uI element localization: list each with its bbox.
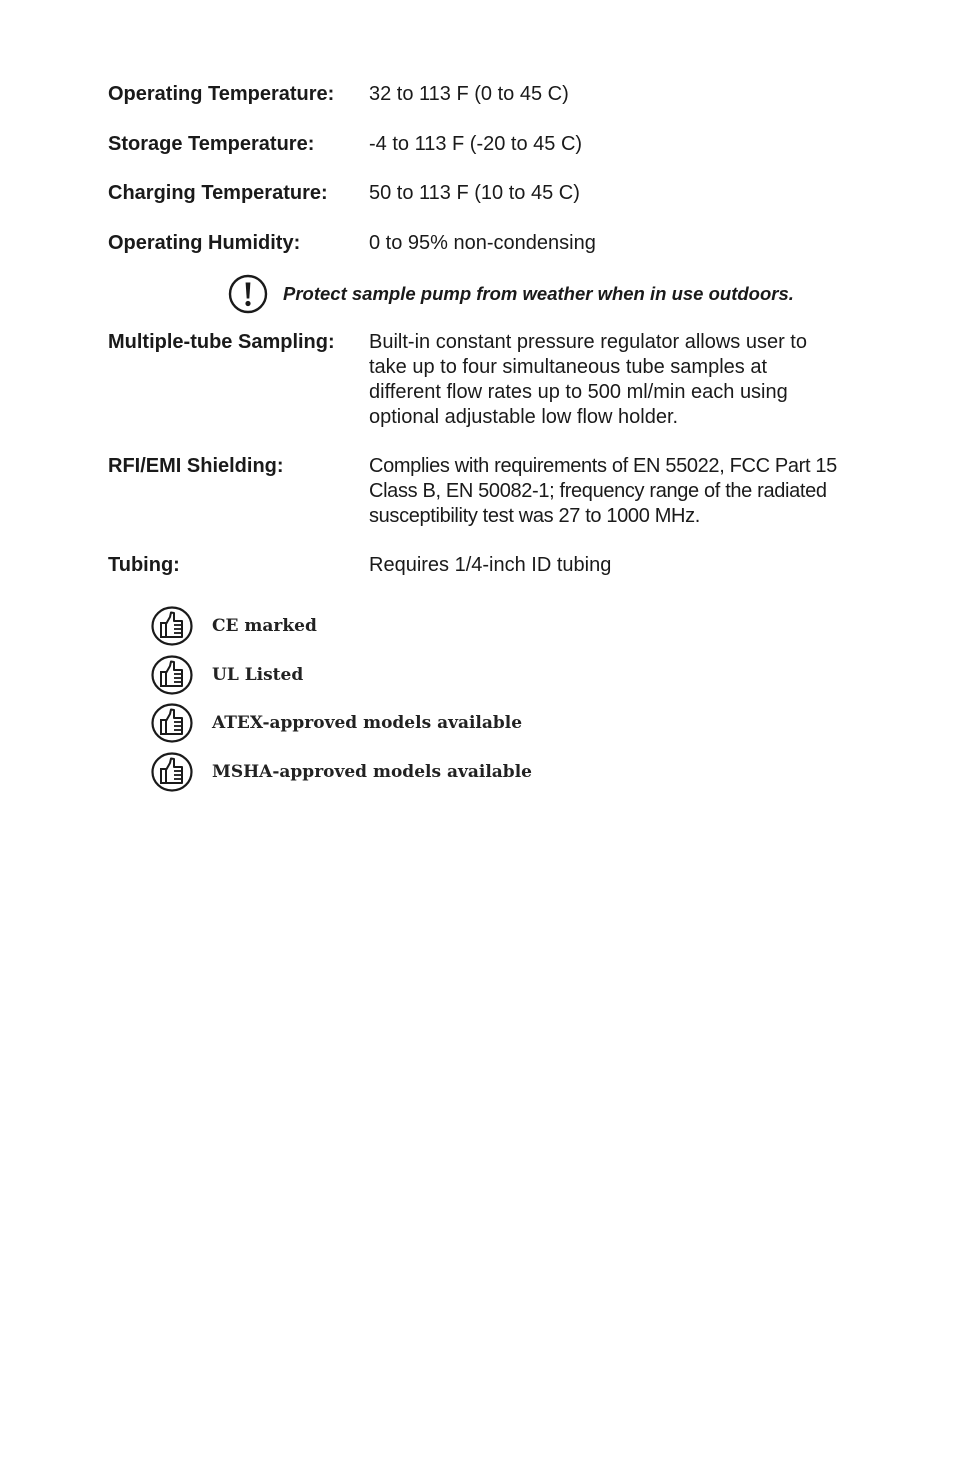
spec-value: 32 to 113 F (0 to 45 C) bbox=[369, 83, 569, 105]
spec-row-charging-temperature bbox=[108, 181, 878, 206]
thumbs-up-icon bbox=[151, 655, 193, 695]
spec-row-operating-temperature bbox=[108, 82, 878, 107]
thumbs-up-icon bbox=[151, 606, 193, 646]
certification-label: UL Listed bbox=[212, 664, 304, 685]
spec-label: Charging Temperature: bbox=[108, 182, 328, 204]
thumbs-up-icon bbox=[151, 752, 193, 792]
spec-row-storage-temperature bbox=[108, 132, 878, 157]
spec-value: 50 to 113 F (10 to 45 C) bbox=[369, 182, 580, 204]
warning-note bbox=[228, 274, 794, 314]
spec-value: Built-in constant pressure regulator allows user to take up to four simultaneous tube samples at different flow rates up to 500 ml/min each using optional adjustable low flow holder. bbox=[369, 331, 807, 428]
thumbs-up-icon bbox=[151, 703, 193, 743]
exclamation-circle-icon bbox=[228, 274, 268, 314]
certification-label: MSHA-approved models available bbox=[212, 761, 532, 782]
certification-item bbox=[151, 752, 532, 792]
spec-label: Storage Temperature: bbox=[108, 133, 315, 155]
spec-label: Tubing: bbox=[108, 554, 180, 576]
spec-value: -4 to 113 F (-20 to 45 C) bbox=[369, 133, 583, 155]
spec-row-tubing bbox=[108, 553, 878, 578]
certification-label: CE marked bbox=[212, 616, 317, 636]
certification-item bbox=[151, 606, 532, 646]
spec-row-rfi-emi-shielding bbox=[108, 454, 878, 529]
spec-label: Operating Temperature: bbox=[108, 83, 335, 105]
certification-item bbox=[151, 703, 532, 743]
spec-label: Multiple-tube Sampling: bbox=[108, 331, 335, 353]
certification-label: ATEX-approved models available bbox=[212, 713, 523, 733]
spec-value: Complies with requirements of EN 55022, FCC Part 15 Class B, EN 50082-1; frequency range of the radiated susceptibility test was 27 to 1000 MHz. bbox=[369, 455, 837, 527]
spec-label: Operating Humidity: bbox=[108, 232, 301, 254]
spec-row-multiple-tube-sampling bbox=[108, 330, 878, 430]
spec-value: 0 to 95% non-condensing bbox=[369, 232, 596, 254]
spec-value: Requires 1/4-inch ID tubing bbox=[369, 554, 612, 576]
warning-text: Protect sample pump from weather when in use outdoors. bbox=[283, 283, 794, 304]
spec-row-operating-humidity bbox=[108, 231, 878, 256]
spec-label: RFI/EMI Shielding: bbox=[108, 455, 284, 477]
certification-list bbox=[151, 606, 532, 800]
certification-item bbox=[151, 655, 532, 695]
